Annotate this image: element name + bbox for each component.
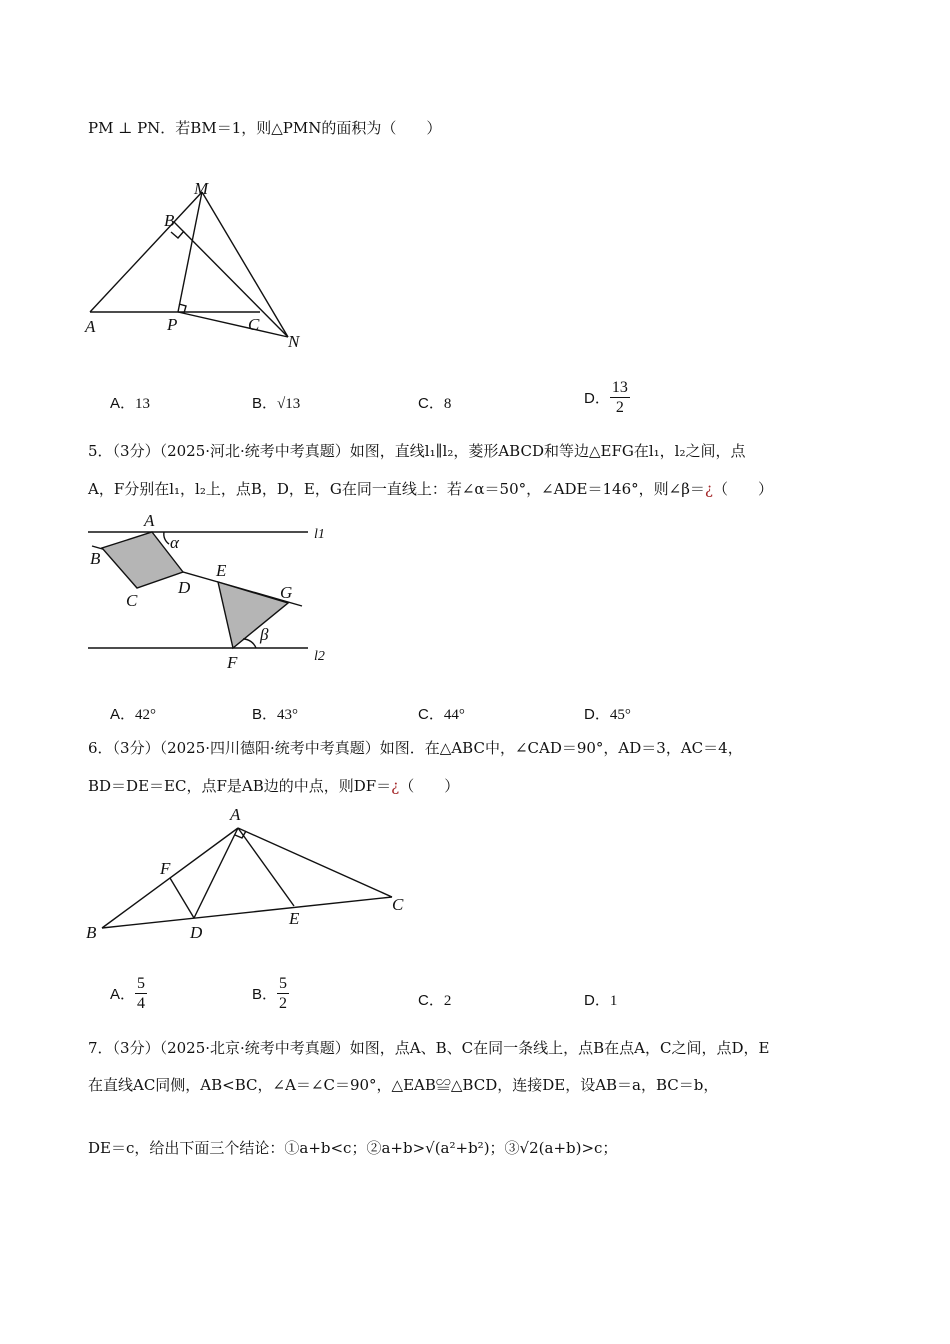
q4-option-c[interactable]: C．8 (418, 395, 452, 412)
q6-line2: BD＝DE＝EC，点F是AB边的中点，则DF＝¿（ ） (88, 777, 460, 795)
q6-label-e: E (289, 909, 300, 928)
q6-option-b[interactable]: B． $\frac{5}{2}$ (252, 975, 288, 1012)
q5-label-beta: β (260, 625, 269, 644)
q4-stem-line: PM ⊥ PN．若BM＝1，则△PMN的面积为（ ） (88, 119, 442, 137)
q5-option-a[interactable]: A．42° (110, 706, 157, 723)
q6-label-a: A (230, 805, 241, 824)
q5-label-c: C (126, 591, 138, 610)
q6-figure (80, 804, 410, 944)
q6-header: 6．（3分）（2025·四川德阳·统考中考真题）如图．在△ABC中，∠CAD＝90°，AD＝3，AC＝4， (88, 739, 743, 757)
q5-label-l2: l2 (314, 649, 325, 664)
q5-option-d[interactable]: D．45° (584, 706, 631, 723)
q5-label-a: A (144, 511, 155, 530)
q4-label-n: N (288, 332, 300, 351)
q5-figure (80, 508, 340, 676)
q6-option-a[interactable]: A． $\frac{5}{4}$ (110, 975, 146, 1012)
q5-label-d: D (178, 578, 191, 597)
q4-label-c: C (248, 315, 260, 334)
q6-label-b: B (86, 923, 97, 942)
q5-label-b: B (90, 549, 101, 568)
q5-header: 5．（3分）（2025·河北·统考中考真题）如图，直线l₁∥l₂，菱形ABCD和等边△EFG在l₁，l₂之间，点 (88, 442, 746, 460)
q6-label-c: C (392, 895, 404, 914)
q4-figure (80, 180, 320, 355)
q5-label-f: F (227, 653, 238, 672)
q4-label-p: P (167, 315, 178, 334)
q4-label-b: B (164, 211, 175, 230)
q6-option-c[interactable]: C．2 (418, 992, 452, 1009)
q6-option-d[interactable]: D．1 (584, 992, 618, 1009)
q5-label-e: E (216, 561, 227, 580)
q7-line3: DE＝c，给出下面三个结论：①a+b<c；②a+b>√(a²+b²)；③√2(a+b)>c； (88, 1139, 618, 1157)
q5-label-alpha: α (170, 533, 179, 552)
q4-label-a: A (85, 317, 96, 336)
q5-line2: A，F分别在l₁，l₂上，点B，D，E，G在同一直线上：若∠α＝50°，∠ADE＝146°，则∠β＝¿（ ） (88, 480, 773, 498)
q6-label-f: F (160, 859, 171, 878)
q4-option-d[interactable]: D． $\frac{13}{2}$ (584, 379, 628, 416)
q4-option-b[interactable]: B．√13 (252, 395, 301, 412)
q7-header: 7．（3分）（2025·北京·统考中考真题）如图，点A、B、C在同一条线上，点B在点A，C之间，点D，E (88, 1039, 770, 1057)
q5-label-g: G (280, 583, 293, 602)
q7-line2: 在直线AC同侧，AB<BC，∠A＝∠C＝90°，△EAB≌△BCD，连接DE，设AB＝a，BC＝b， (88, 1076, 719, 1094)
q4-option-a[interactable]: A．13 (110, 395, 151, 412)
q5-label-l1: l1 (314, 527, 325, 542)
q4-label-m: M (194, 180, 209, 198)
q5-option-c[interactable]: C．44° (418, 706, 465, 723)
q6-label-d: D (190, 923, 203, 942)
q5-option-b[interactable]: B．43° (252, 706, 299, 723)
